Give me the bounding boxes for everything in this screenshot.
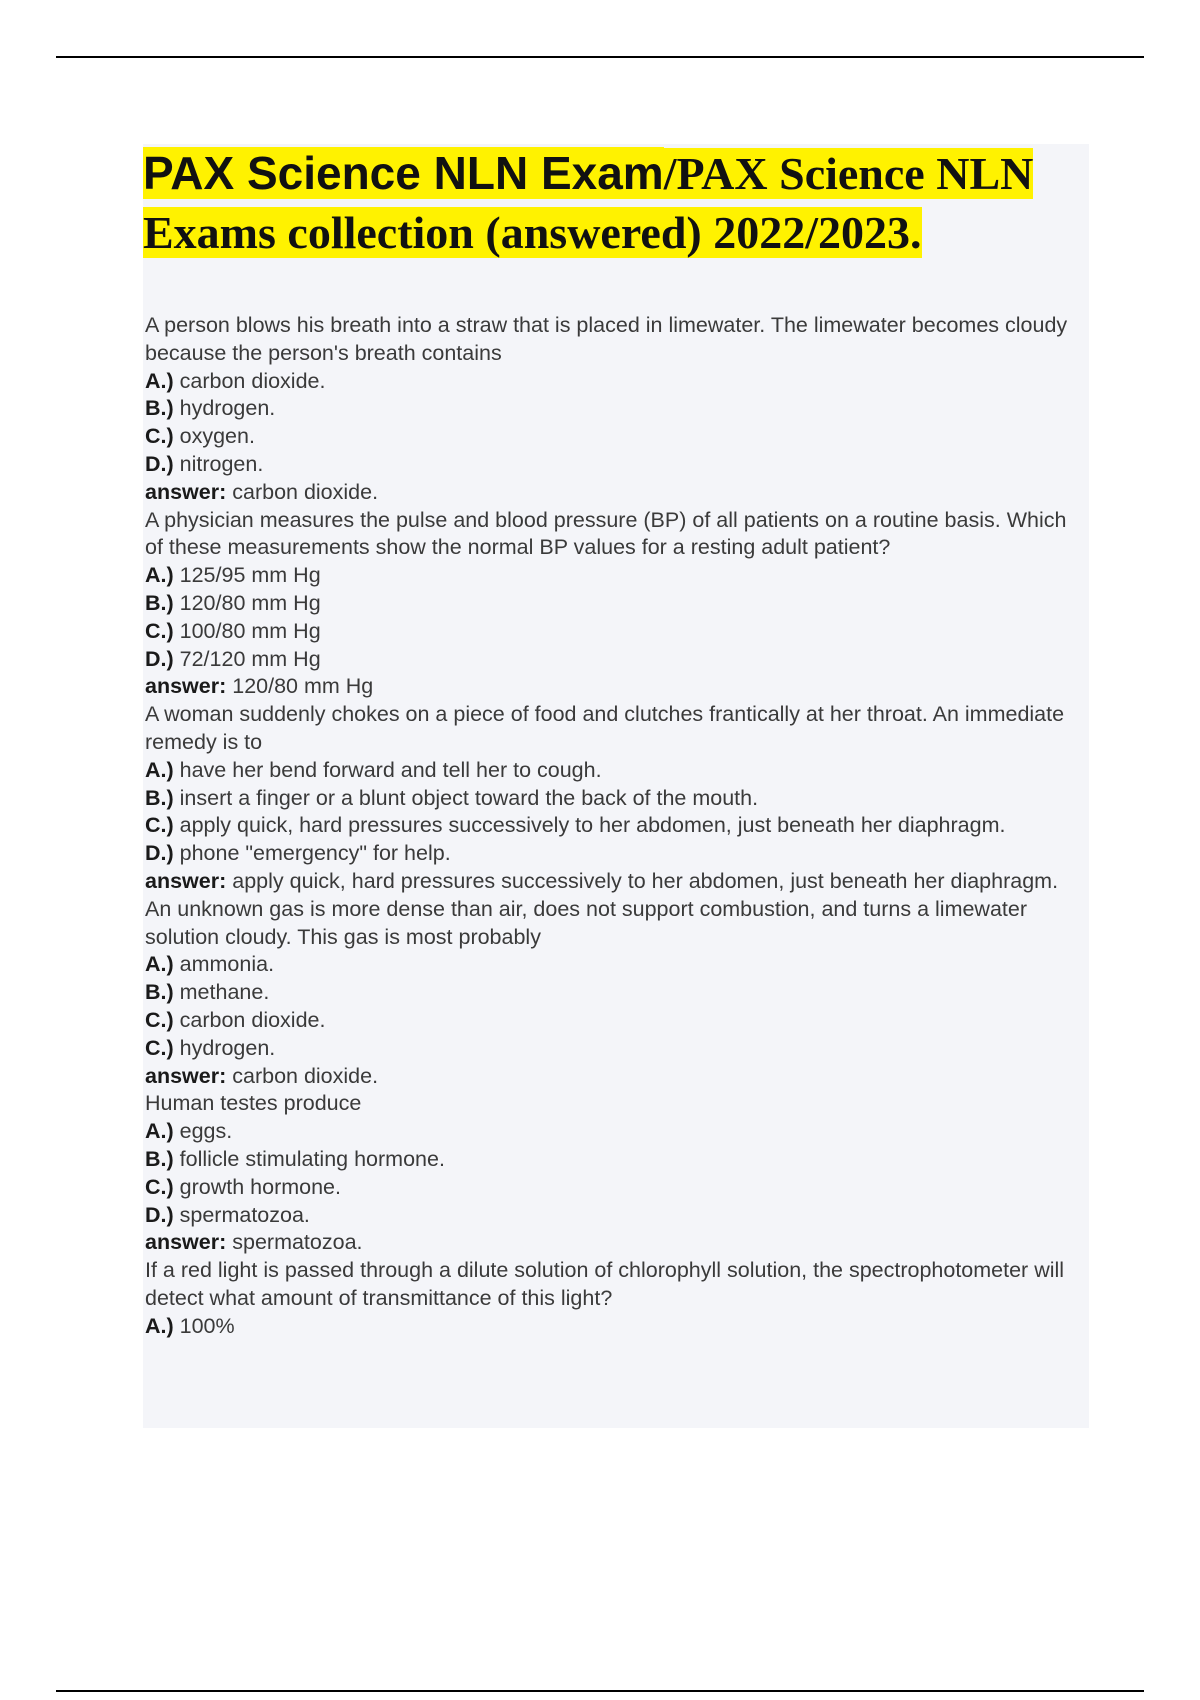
option-text: oxygen. bbox=[173, 424, 255, 449]
option-text: 100/80 mm Hg bbox=[173, 618, 321, 643]
option-label: B.) bbox=[145, 785, 174, 810]
option-text: ammonia. bbox=[173, 952, 275, 977]
correct-answer bbox=[145, 868, 1080, 896]
option-label: A.) bbox=[145, 1119, 174, 1144]
option-label: A.) bbox=[145, 1313, 174, 1338]
option-text: follicle stimulating hormone. bbox=[173, 1146, 445, 1171]
option-label: C.) bbox=[145, 618, 174, 643]
correct-answer bbox=[145, 1063, 1080, 1091]
option-label: B.) bbox=[145, 590, 174, 615]
answer-label: answer: bbox=[145, 479, 227, 504]
option-label: B.) bbox=[145, 980, 174, 1005]
answer-option bbox=[145, 395, 1080, 423]
answer-option bbox=[145, 368, 1080, 396]
answer-text: 120/80 mm Hg bbox=[226, 674, 374, 699]
option-text: 125/95 mm Hg bbox=[173, 563, 321, 588]
answer-option bbox=[145, 618, 1080, 646]
option-label: A.) bbox=[145, 368, 174, 393]
option-label: C.) bbox=[145, 1035, 174, 1060]
question-text: A physician measures the pulse and blood pressure (BP) of all patients on a routine basis. Which of these measurements show the normal BP values for a resting adult patient? bbox=[145, 507, 1067, 560]
option-text: nitrogen. bbox=[173, 451, 264, 476]
answer-option bbox=[145, 1202, 1080, 1230]
answer-option bbox=[145, 451, 1080, 479]
option-label: C.) bbox=[145, 1007, 174, 1032]
option-label: C.) bbox=[145, 1174, 174, 1199]
title-part-serif-2: Exams collection (answered) 2022/2023. bbox=[143, 207, 922, 258]
option-text: 120/80 mm Hg bbox=[173, 590, 321, 615]
answer-option bbox=[145, 423, 1080, 451]
question-text: An unknown gas is more dense than air, does not support combustion, and turns a limewater solution cloudy. This gas is most probably bbox=[145, 896, 1028, 949]
answer-label: answer: bbox=[145, 1230, 227, 1255]
option-text: carbon dioxide. bbox=[173, 368, 326, 393]
answer-option bbox=[145, 1313, 1080, 1341]
option-label: A.) bbox=[145, 757, 174, 782]
answer-option bbox=[145, 590, 1080, 618]
questions-list bbox=[145, 312, 1080, 1340]
top-rule bbox=[56, 56, 1144, 58]
bottom-rule bbox=[56, 1690, 1144, 1692]
option-text: spermatozoa. bbox=[173, 1202, 310, 1227]
option-label: B.) bbox=[145, 396, 174, 421]
option-label: D.) bbox=[145, 646, 174, 671]
answer-label: answer: bbox=[145, 674, 227, 699]
answer-option bbox=[145, 757, 1080, 785]
answer-option bbox=[145, 1174, 1080, 1202]
answer-option bbox=[145, 951, 1080, 979]
answer-option bbox=[145, 1146, 1080, 1174]
correct-answer bbox=[145, 673, 1080, 701]
document-title bbox=[143, 144, 1089, 262]
option-label: D.) bbox=[145, 451, 174, 476]
question-text: Human testes produce bbox=[145, 1091, 362, 1116]
title-part-serif-1: /PAX Science NLN bbox=[663, 148, 1034, 199]
answer-label: answer: bbox=[145, 1063, 227, 1088]
option-text: phone "emergency" for help. bbox=[173, 841, 451, 866]
correct-answer bbox=[145, 1229, 1080, 1257]
correct-answer bbox=[145, 479, 1080, 507]
title-part-sans: PAX Science NLN Exam bbox=[143, 147, 664, 199]
option-text: growth hormone. bbox=[173, 1174, 341, 1199]
answer-option bbox=[145, 562, 1080, 590]
answer-option bbox=[145, 840, 1080, 868]
option-text: 72/120 mm Hg bbox=[173, 646, 321, 671]
option-label: C.) bbox=[145, 813, 174, 838]
option-text: eggs. bbox=[173, 1119, 233, 1144]
answer-option bbox=[145, 979, 1080, 1007]
answer-option bbox=[145, 785, 1080, 813]
answer-option bbox=[145, 812, 1080, 840]
question-text: A person blows his breath into a straw that is placed in limewater. The limewater becomes cloudy because the person's breath contains bbox=[145, 313, 1068, 365]
option-text: hydrogen. bbox=[173, 1035, 276, 1060]
option-text: methane. bbox=[173, 980, 270, 1005]
option-label: C.) bbox=[145, 424, 174, 449]
question-text: A woman suddenly chokes on a piece of food and clutches frantically at her throat. An immediate remedy is to bbox=[145, 702, 1065, 754]
option-text: have her bend forward and tell her to cough. bbox=[173, 757, 602, 782]
option-text: insert a finger or a blunt object toward the back of the mouth. bbox=[173, 785, 759, 810]
answer-option bbox=[145, 1118, 1080, 1146]
option-text: apply quick, hard pressures successively to her abdomen, just beneath her diaphragm. bbox=[173, 813, 1006, 838]
question-text: If a red light is passed through a dilute solution of chlorophyll solution, the spectrophotometer will detect what amount of transmittance of this light? bbox=[145, 1258, 1065, 1310]
option-label: A.) bbox=[145, 952, 174, 977]
option-label: B.) bbox=[145, 1146, 174, 1171]
answer-label: answer: bbox=[145, 868, 227, 893]
answer-option bbox=[145, 646, 1080, 674]
option-label: D.) bbox=[145, 841, 174, 866]
answer-text: apply quick, hard pressures successively to her abdomen, just beneath her diaphragm. bbox=[226, 868, 1059, 893]
answer-text: carbon dioxide. bbox=[226, 479, 379, 504]
answer-option bbox=[145, 1007, 1080, 1035]
answer-text: spermatozoa. bbox=[226, 1230, 363, 1255]
option-label: D.) bbox=[145, 1202, 174, 1227]
option-text: 100% bbox=[173, 1313, 235, 1338]
option-text: hydrogen. bbox=[173, 396, 276, 421]
option-label: A.) bbox=[145, 563, 174, 588]
answer-text: carbon dioxide. bbox=[226, 1063, 379, 1088]
answer-option bbox=[145, 1035, 1080, 1063]
option-text: carbon dioxide. bbox=[173, 1007, 326, 1032]
